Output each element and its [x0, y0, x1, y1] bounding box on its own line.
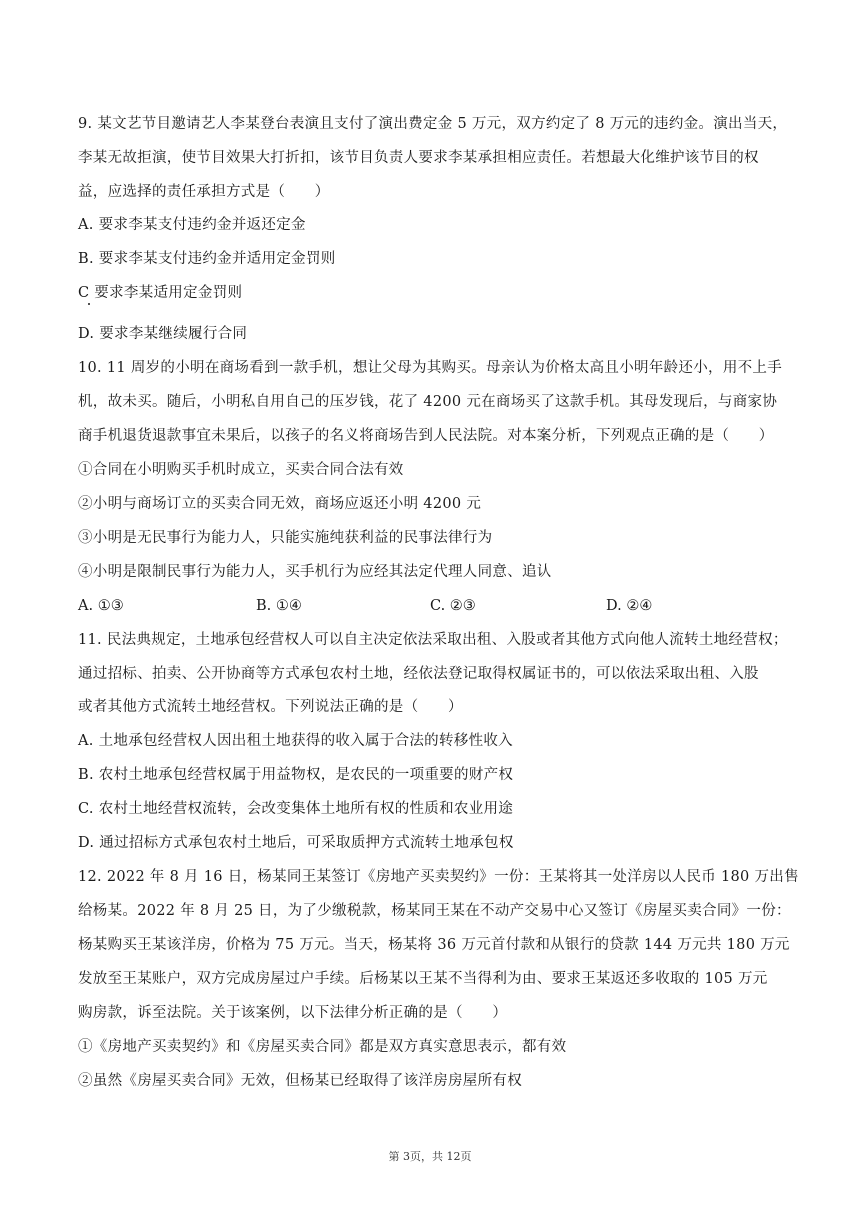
q10-stem-line-3: 商手机退货退款事宜未果后，以孩子的名义将商场告到人民法院。对本案分析，下列观点正确的是（ ）	[78, 428, 774, 444]
q10-option-a: A. ①③	[78, 598, 124, 614]
q11-stem-line-3: 或者其他方式流转土地经营权。下列说法正确的是（ ）	[78, 699, 463, 715]
page-number-footer: 第 3页，共 12页	[388, 1150, 472, 1163]
q9-option-d: D. 要求李某继续履行合同	[78, 326, 248, 342]
q9-option-b: B. 要求李某支付违约金并适用定金罚则	[78, 251, 336, 267]
q10-option-b: B. ①④	[256, 598, 302, 614]
q9-option-c: C 要求李某适用定金罚则	[78, 285, 243, 301]
q10-statement-2: ②小明与商场订立的买卖合同无效，商场应返还小明 4200 元	[78, 496, 482, 512]
q12-stem-line-2: 给杨某。2022 年 8 月 25 日，为了少缴税款，杨某同王某在不动产交易中心又签订《房屋买卖合同》一份：	[78, 903, 791, 919]
q11-option-a: A. 土地承包经营权人因出租土地获得的收入属于合法的转移性收入	[78, 733, 513, 749]
q10-statement-1: ①合同在小明购买手机时成立，买卖合同合法有效	[78, 462, 404, 478]
q11-option-d: D. 通过招标方式承包农村土地后，可采取质押方式流转土地承包权	[78, 835, 514, 851]
q9-stem-line-3: 益，应选择的责任承担方式是（ ）	[78, 184, 330, 200]
stray-dot-mark	[88, 303, 90, 305]
q10-stem-line-2: 机，故未买。随后，小明私自用自己的压岁钱，花了 4200 元在商场买了这款手机。其母发现后，与商家协	[78, 394, 778, 410]
q12-stem-line-3: 杨某购买王某该洋房，价格为 75 万元。当天，杨某将 36 万元首付款和从银行的贷款 144 万元共 180 万元	[78, 937, 790, 953]
q9-option-a: A. 要求李某支付违约金并返还定金	[78, 217, 306, 233]
q12-stem-line-5: 购房款，诉至法院。关于该案例，以下法律分析正确的是（ ）	[78, 1005, 508, 1021]
q12-stem-line-4: 发放至王某账户，双方完成房屋过户手续。后杨某以王某不当得利为由、要求王某返还多收取的 105 万元	[78, 971, 768, 987]
q10-stem-line-1: 10. 11 周岁的小明在商场看到一款手机，想让父母为其购买。母亲认为价格太高且小明年龄还小，用不上手	[78, 360, 783, 376]
q12-statement-1: ①《房地产买卖契约》和《房屋买卖合同》都是双方真实意思表示，都有效	[78, 1039, 567, 1055]
q9-stem-line-2: 李某无故拒演，使节目效果大打折扣，该节目负责人要求李某承担相应责任。若想最大化维护该节目的权	[78, 150, 759, 166]
q11-stem-line-2: 通过招标、拍卖、公开协商等方式承包农村土地，经依法登记取得权属证书的，可以依法采取出租、入股	[78, 666, 759, 682]
q10-statement-3: ③小明是无民事行为能力人，只能实施纯获利益的民事法律行为	[78, 530, 493, 546]
q12-stem-line-1: 12. 2022 年 8 月 16 日，杨某同王某签订《房地产买卖契约》一份：王某将其一处洋房以人民币 180 万出售	[78, 869, 799, 885]
q10-option-d: D. ②④	[606, 598, 653, 614]
q11-option-b: B. 农村土地承包经营权属于用益物权，是农民的一项重要的财产权	[78, 767, 514, 783]
q10-options-row	[78, 596, 798, 616]
q11-stem-line-1: 11. 民法典规定，土地承包经营权人可以自主决定依法采取出租、入股或者其他方式向他人流转土地经营权；	[78, 632, 788, 648]
q11-option-c: C. 农村土地经营权流转，会改变集体土地所有权的性质和农业用途	[78, 801, 514, 817]
q9-stem-line-1: 9. 某文艺节目邀请艺人李某登台表演且支付了演出费定金 5 万元，双方约定了 8 万元的违约金。演出当天，	[78, 116, 788, 132]
q10-statement-4: ④小明是限制民事行为能力人，买手机行为应经其法定代理人同意、追认	[78, 564, 552, 580]
q12-statement-2: ②虽然《房屋买卖合同》无效，但杨某已经取得了该洋房房屋所有权	[78, 1073, 522, 1089]
q10-option-c: C. ②③	[430, 598, 476, 614]
